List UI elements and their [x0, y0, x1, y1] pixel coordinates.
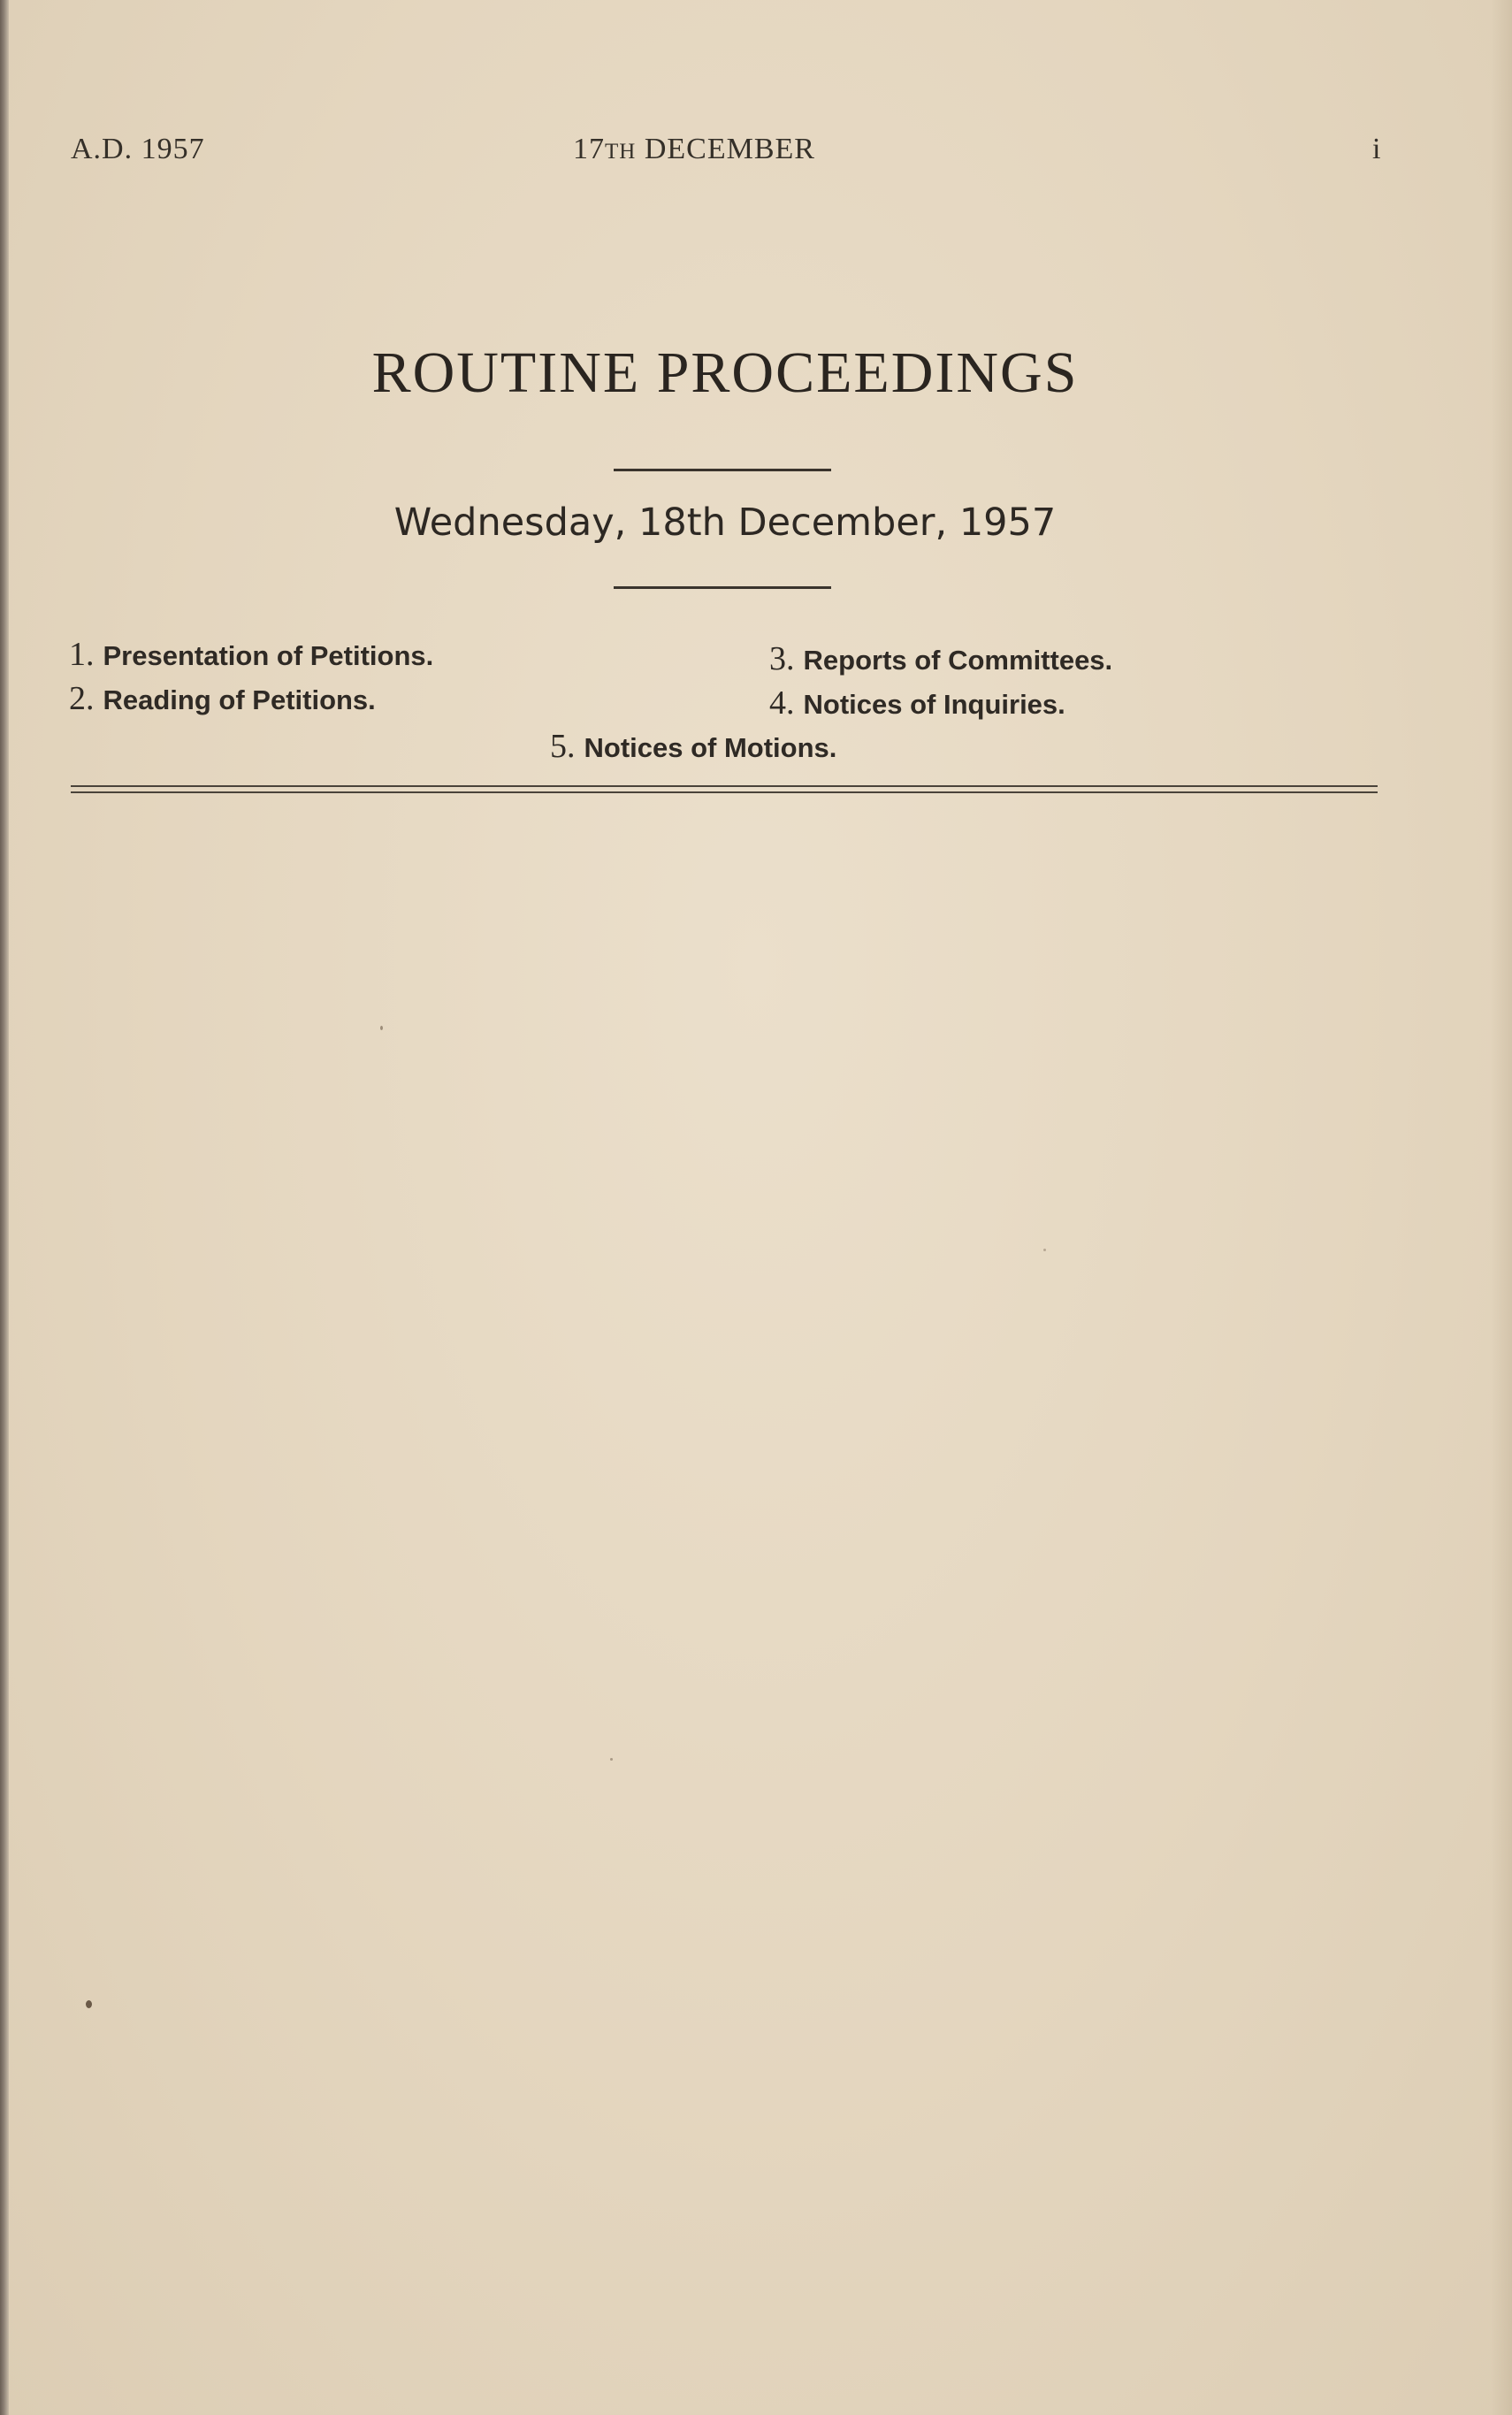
- item-text: Notices of Motions.: [584, 732, 837, 763]
- header-date: [573, 133, 815, 166]
- paper-speck: [86, 2000, 92, 2008]
- paper-speck: [1043, 1249, 1046, 1251]
- header-day: 17: [573, 133, 605, 165]
- date-rule: [614, 586, 831, 589]
- item-text: Reports of Committees.: [803, 645, 1113, 676]
- item-number: 5.: [550, 728, 576, 765]
- header-day-suffix: TH: [605, 140, 637, 164]
- proceeding-item: [769, 639, 1112, 678]
- title-rule: [614, 469, 831, 471]
- proceeding-item: [769, 684, 1065, 722]
- item-text: Reading of Petitions.: [103, 684, 376, 715]
- item-number: 3.: [769, 640, 795, 677]
- item-number: 2.: [69, 680, 95, 717]
- item-number: 1.: [69, 636, 95, 673]
- page-edge-shadow: [1491, 0, 1512, 2415]
- paper-speck: [380, 1026, 383, 1030]
- item-text: Presentation of Petitions.: [103, 640, 434, 671]
- item-text: Notices of Inquiries.: [803, 689, 1065, 720]
- header-year: A.D. 1957: [71, 133, 205, 165]
- paper-speck: [610, 1758, 613, 1761]
- item-number: 4.: [769, 684, 795, 722]
- page-title: ROUTINE PROCEEDINGS: [371, 340, 1079, 405]
- header-month: DECEMBER: [644, 133, 815, 165]
- proceeding-item: [69, 679, 376, 718]
- section-double-rule: [71, 785, 1378, 793]
- proceeding-item: [69, 635, 433, 674]
- proceeding-item: [550, 727, 836, 766]
- sitting-date: Wednesday, 18th December, 1957: [393, 501, 1057, 545]
- page-number: i: [1372, 133, 1382, 165]
